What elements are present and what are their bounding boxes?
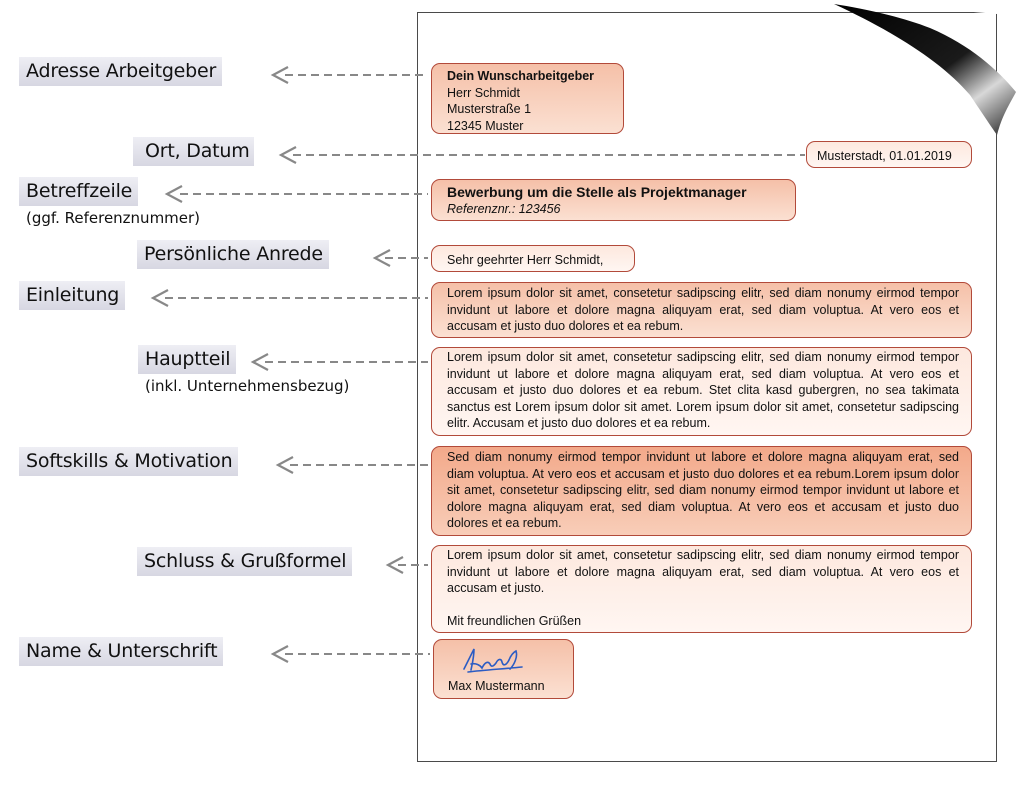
- subject-box: [431, 179, 796, 221]
- label-einleitung: Einleitung: [19, 281, 125, 310]
- subject-text: Bewerbung um die Stelle als Projektmanager: [447, 184, 747, 200]
- date-text: Musterstadt, 01.01.2019: [817, 149, 952, 163]
- greeting-text: Mit freundlichen Grüßen: [447, 613, 582, 628]
- label-softskills: Softskills & Motivation: [19, 447, 238, 476]
- signature-icon: [460, 643, 530, 677]
- signer-name: Max Mustermann: [448, 679, 545, 693]
- closing-box: [431, 545, 972, 633]
- main-text: Lorem ipsum dolor sit amet, consetetur sadipscing elitr, sed diam nonumy eirmod tempor invidunt ut labore et dolore magna aliquyam erat, sed diam voluptua. At vero eos et accusam et justo duo dolores et ea rebum. Stet clita kasd gubergren, no sea takimata sanctus est Lorem ipsum dolor sit amet. Lorem ipsum dolor sit amet, consetetur sadipscing elitr. Accusam et justo duo dolores et ea rebum.: [447, 350, 959, 430]
- main-box: [431, 347, 972, 436]
- label-ort-datum: Ort, Datum: [133, 137, 254, 166]
- softskills-text: Sed diam nonumy eirmod tempor invidunt ut labore et dolore magna aliquyam erat, sed diam voluptua. At vero eos et accusam et justo duo dolores et ea rebum.Lorem ipsum dolor sit amet, consetetur sadipscing elitr, sed diam nonumy eirmod tempor invidunt ut labore et dolore magna aliquyam erat, sed diam voluptua. At vero eos et accusam et justo duo dolores et ea rebum.: [447, 450, 959, 530]
- softskills-box: [431, 446, 972, 536]
- address-company: Dein Wunscharbeitgeber: [447, 69, 595, 83]
- salutation-box: [431, 245, 635, 272]
- address-box: [431, 63, 624, 134]
- intro-box: [431, 282, 972, 338]
- reference-text: Referenznr.: 123456: [447, 202, 561, 216]
- salutation-text: Sehr geehrter Herr Schmidt,: [447, 253, 604, 267]
- label-adresse: Adresse Arbeitgeber: [19, 57, 222, 86]
- address-contact: Herr Schmidt: [447, 85, 520, 100]
- address-city: 12345 Muster: [447, 118, 524, 133]
- label-name: Name & Unterschrift: [19, 637, 223, 666]
- date-box: [806, 141, 972, 168]
- label-hauptteil: Hauptteil: [138, 345, 236, 374]
- label-anrede: Persönliche Anrede: [137, 240, 329, 269]
- label-schluss: Schluss & Grußformel: [137, 547, 352, 576]
- label-hauptteil-sub: (inkl. Unternehmensbezug): [145, 377, 350, 395]
- label-betreff: Betreffzeile: [19, 177, 138, 206]
- closing-text: Lorem ipsum dolor sit amet, consetetur sadipscing elitr, sed diam nonumy eirmod tempor invidunt ut labore et dolore magna aliquyam erat, sed diam voluptua. At vero eos et accusam et justo.: [447, 548, 959, 595]
- signature-box: [433, 639, 574, 699]
- address-street: Musterstraße 1: [447, 102, 532, 116]
- intro-text: Lorem ipsum dolor sit amet, consetetur sadipscing elitr, sed diam nonumy eirmod tempor invidunt ut labore et dolore magna aliquyam erat, sed diam voluptua. At vero eos et accusam et justo duo dolores et ea rebum.: [447, 286, 959, 333]
- label-betreff-sub: (ggf. Referenznummer): [26, 209, 201, 227]
